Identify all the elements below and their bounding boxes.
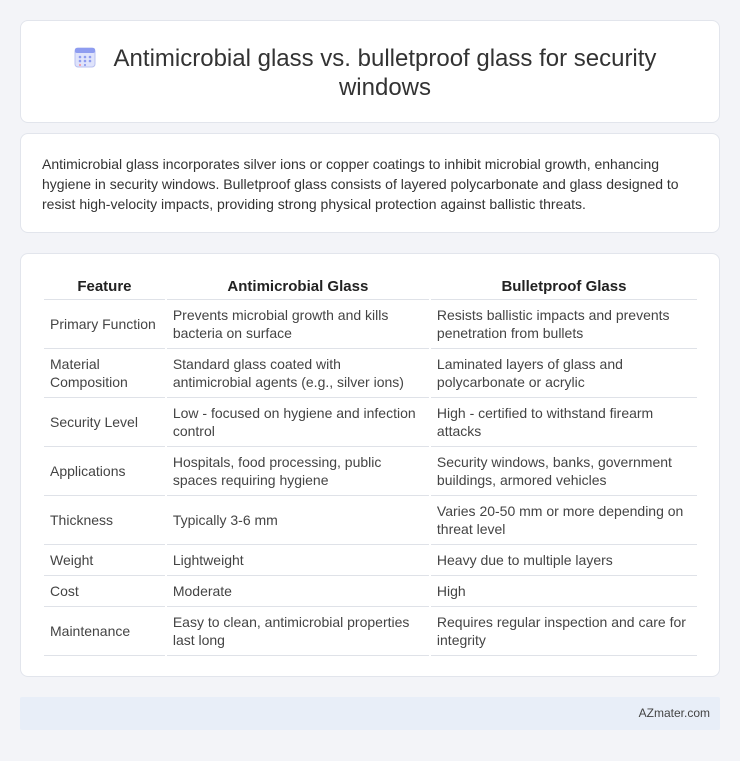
antimicrobial-cell: Hospitals, food processing, public spaces requiring hygiene bbox=[167, 447, 429, 496]
intro-card bbox=[20, 133, 720, 233]
table-row bbox=[44, 576, 697, 607]
bulletproof-cell: Security windows, banks, government buildings, armored vehicles bbox=[431, 447, 697, 496]
bulletproof-cell: Requires regular inspection and care for integrity bbox=[431, 607, 697, 656]
feature-cell: Material Composition bbox=[44, 349, 165, 398]
footer-brand[interactable]: AZmater.com bbox=[638, 706, 710, 720]
intro-paragraph: Antimicrobial glass incorporates silver ions or copper coatings to inhibit microbial growth, enhancing hygiene in security windows. Bulletproof glass consists of layered polycarbonate and glass designed to resist high-velocity impacts, providing strong physical protection against ballistic threats. bbox=[42, 156, 679, 212]
table-row bbox=[44, 349, 697, 398]
feature-cell: Thickness bbox=[44, 496, 165, 545]
bulletproof-cell: High bbox=[431, 576, 697, 607]
feature-cell: Cost bbox=[44, 576, 165, 607]
table-row bbox=[44, 607, 697, 656]
title-card bbox=[20, 20, 720, 123]
antimicrobial-cell: Easy to clean, antimicrobial properties last long bbox=[167, 607, 429, 656]
table-row bbox=[44, 545, 697, 576]
feature-cell: Weight bbox=[44, 545, 165, 576]
antimicrobial-cell: Typically 3-6 mm bbox=[167, 496, 429, 545]
bulletproof-cell: High - certified to withstand firearm attacks bbox=[431, 398, 697, 447]
table-row bbox=[44, 300, 697, 349]
table-header-row bbox=[44, 274, 697, 300]
header-antimicrobial: Antimicrobial Glass bbox=[167, 274, 429, 300]
bulletproof-cell: Heavy due to multiple layers bbox=[431, 545, 697, 576]
table-row bbox=[44, 398, 697, 447]
feature-cell: Applications bbox=[44, 447, 165, 496]
antimicrobial-cell: Moderate bbox=[167, 576, 429, 607]
table-row bbox=[44, 496, 697, 545]
bulletproof-cell: Laminated layers of glass and polycarbonate or acrylic bbox=[431, 349, 697, 398]
bulletproof-cell: Resists ballistic impacts and prevents penetration from bullets bbox=[431, 300, 697, 349]
header-bulletproof: Bulletproof Glass bbox=[431, 274, 697, 300]
footer-bar bbox=[20, 697, 720, 730]
antimicrobial-cell: Standard glass coated with antimicrobial agents (e.g., silver ions) bbox=[167, 349, 429, 398]
page-title: Antimicrobial glass vs. bulletproof glass for security windows bbox=[113, 45, 657, 101]
antimicrobial-cell: Lightweight bbox=[167, 545, 429, 576]
antimicrobial-cell: Low - focused on hygiene and infection control bbox=[167, 398, 429, 447]
comparison-table-card bbox=[20, 253, 720, 677]
comparison-table bbox=[42, 274, 699, 656]
antimicrobial-cell: Prevents microbial growth and kills bacteria on surface bbox=[167, 300, 429, 349]
table-row bbox=[44, 447, 697, 496]
feature-cell: Primary Function bbox=[44, 300, 165, 349]
bulletproof-cell: Varies 20-50 mm or more depending on threat level bbox=[431, 496, 697, 545]
feature-cell: Maintenance bbox=[44, 607, 165, 656]
header-feature: Feature bbox=[44, 274, 165, 300]
feature-cell: Security Level bbox=[44, 398, 165, 447]
